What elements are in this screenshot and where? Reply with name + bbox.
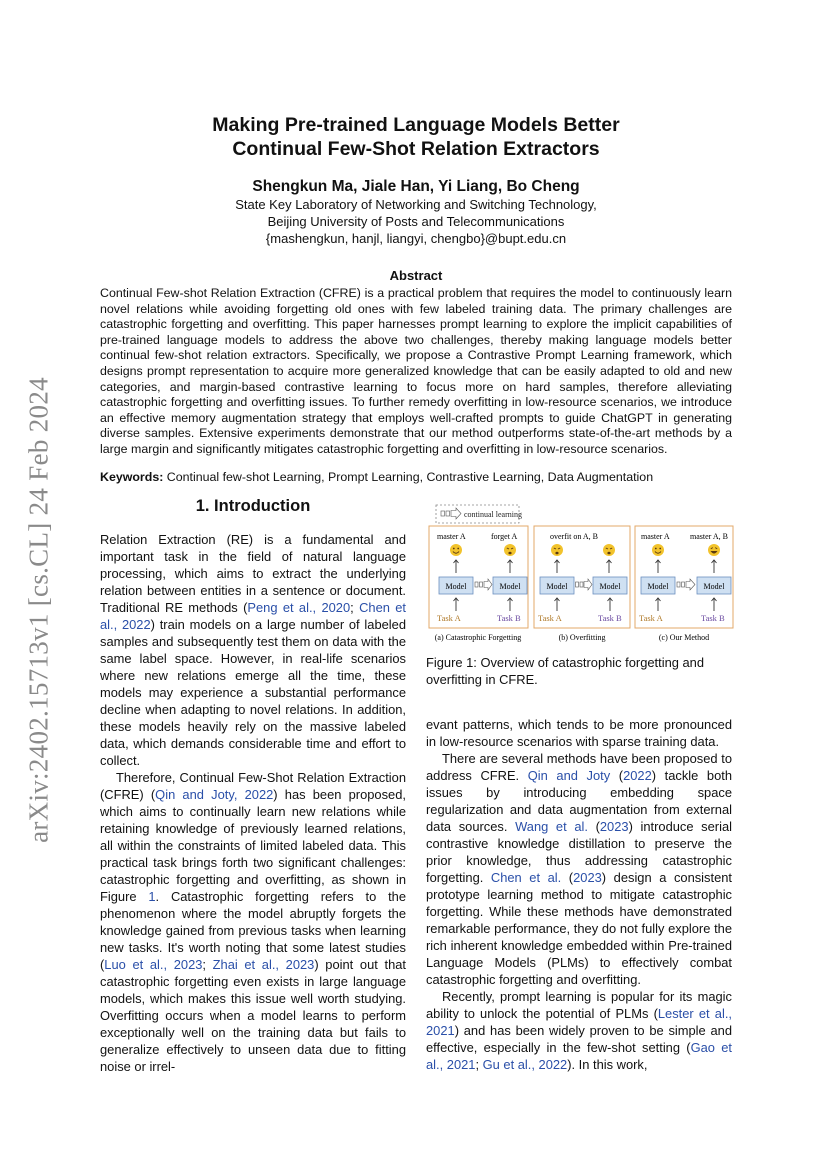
citation-link[interactable]: Qin and Joty, 2022 xyxy=(155,787,274,802)
citation-link[interactable]: 2023 xyxy=(599,819,629,834)
citation-link[interactable]: Gao et al., 2021 xyxy=(426,1040,733,1072)
citation-link[interactable]: 2022 xyxy=(623,768,652,783)
model-box-label: Model xyxy=(546,582,568,591)
title-line-2: Continual Few-Shot Relation Extractors xyxy=(232,138,600,160)
right-column xyxy=(426,716,732,1073)
citation-link[interactable]: Luo et al., 2023 xyxy=(104,957,203,972)
task-b-label: Task B xyxy=(497,613,521,623)
panel-top-label: forget A xyxy=(491,532,518,541)
model-box-label: Model xyxy=(599,582,621,591)
author-emails: {mashengkun, hanjl, liangyi, chengbo}@bupt.edu.cn xyxy=(265,231,567,246)
sub-caption: (c) Our Method xyxy=(658,633,710,642)
affiliation-line-1: State Key Laboratory of Networking and Switching Technology, xyxy=(235,197,597,212)
citation-link[interactable]: Peng et al., 2020 xyxy=(247,600,351,615)
figure-1-diagram xyxy=(426,503,736,645)
citation-link[interactable]: Wang et al. xyxy=(515,819,588,834)
citation-link[interactable]: Zhai et al., 2023 xyxy=(212,957,315,972)
sub-caption: (a) Catastrophic Forgetting xyxy=(434,633,522,642)
arxiv-identifier: arXiv:2402.15713v1 [cs.CL] 24 Feb 2024 xyxy=(23,377,54,843)
panel-catastrophic-forgetting xyxy=(429,526,528,642)
model-box-label: Model xyxy=(499,582,521,591)
happy-face-icon xyxy=(652,544,664,556)
model-box-label: Model xyxy=(703,582,725,591)
transfer-arrow-icon xyxy=(677,579,695,590)
model-box-label: Model xyxy=(647,582,669,591)
affiliation xyxy=(140,196,692,247)
keywords-label: Keywords: xyxy=(100,470,164,484)
panel-top-label: master A, B xyxy=(690,532,728,541)
keywords xyxy=(100,469,732,485)
panel-top-label: master A xyxy=(437,532,466,541)
task-a-label: Task A xyxy=(437,613,461,623)
task-a-label: Task A xyxy=(639,613,663,623)
affiliation-line-2: Beijing University of Posts and Telecommunications xyxy=(267,214,565,229)
title-line-1: Making Pre-trained Language Models Better xyxy=(212,114,620,136)
citation-link[interactable]: Qin and Joty xyxy=(527,768,611,783)
panel-top-label: master A xyxy=(641,532,670,541)
citation-link[interactable]: Lester et al., 2021 xyxy=(426,1006,732,1038)
abstract-heading: Abstract xyxy=(389,268,443,283)
panel-our-method xyxy=(635,526,733,642)
legend xyxy=(436,505,522,523)
task-a-label: Task A xyxy=(538,613,562,623)
task-b-label: Task B xyxy=(598,613,622,623)
figure-caption: Figure 1: Overview of catastrophic forgetting and overfitting in CFRE. xyxy=(426,655,705,687)
transfer-arrow-icon xyxy=(576,579,593,590)
intro-paragraph-2-continued: evant patterns, which tends to be more pronounced in low-resource scenarios with sparse training data. xyxy=(426,717,732,749)
panel-top-label: overfit on A, B xyxy=(550,532,598,541)
intro-paragraph-3: There are several methods have been proposed to address CFRE. Qin and Joty (2022) tackle both issues by introducing embedding space regularization and data augmentation from external data sources. Wang et al. (2023) introduce serial contrastive knowledge distillation to preserve the prior knowledge, thus addressing catastrophic forgetting. Chen et al. (2023) design a consistent prototype learning method to mitigate catastrophic forgetting. While these methods have demonstrated remarkable performance, they do not fully explore the rich inherent knowledge embedded within Pre-trained Language Models (PLMs) to effectively combat catastrophic forgetting and overfitting. xyxy=(426,751,733,987)
citation-link[interactable]: 2023 xyxy=(573,870,602,885)
keywords-text: Continual few-shot Learning, Prompt Learning, Contrastive Learning, Data Augmentation xyxy=(163,470,654,484)
distressed-face-icon xyxy=(603,544,615,556)
transfer-arrow-icon xyxy=(475,579,492,590)
continual-learning-arrow-icon xyxy=(441,508,461,519)
citation-link[interactable]: Chen et al. xyxy=(490,870,562,885)
figure-ref-link[interactable]: 1 xyxy=(148,889,156,904)
legend-label: continual learning xyxy=(464,510,522,519)
paper-title xyxy=(140,113,692,161)
model-box-label: Model xyxy=(445,582,467,591)
sub-caption: (b) Overfitting xyxy=(558,633,606,642)
citation-link[interactable]: Chen et al., 2022 xyxy=(100,600,407,632)
distressed-face-icon xyxy=(551,544,563,556)
intro-paragraph-4: Recently, prompt learning is popular for its magic ability to unlock the potential of PLMs (Lester et al., 2021) and has been widely proven to be simple and effective, especially in the few-shot setting (Gao et al., 2021; Gu et al., 2022). In this work, xyxy=(426,989,733,1072)
left-column xyxy=(100,531,406,1075)
intro-paragraph-1: Relation Extraction (RE) is a fundamental and important task in the field of natural language processing, which aims to extract the underlying relation between entities in a sentence or document. Traditional RE methods (Peng et al., 2020; Chen et al., 2022) train models on a large number of labeled samples and subsequently test them on data with the same label space. However, in real-life scenarios where new relations emerge all the time, these models may experience a substantial performance decline when adapting to novel relations. In addition, these models heavily rely on the massive labeled data, which demands considerable time and effort to collect. xyxy=(100,532,407,768)
section-heading: 1. Introduction xyxy=(195,497,311,515)
task-b-label: Task B xyxy=(701,613,725,623)
distressed-face-icon xyxy=(504,544,516,556)
intro-paragraph-2: Therefore, Continual Few-Shot Relation Extraction (CFRE) (Qin and Joty, 2022) has been proposed, which aims to continually learn new relations while retaining knowledge of previously learned relations, all within the constraints of limited labeled data. This practical task brings forth two significant challenges: catastrophic forgetting and overfitting, as shown in Figure 1. Catastrophic forgetting refers to the phenomenon where the model abruptly forgets the knowledge gained from previous tasks when learning new tasks. It's worth noting that some latest studies (Luo et al., 2023; Zhai et al., 2023) point out that catastrophic forgetting even exists in large language models, which makes this issue well worth studying. Overfitting occurs when a model learns to perform exceptionally well on the training data but fails to generalize effectively to unseen data due to fitting noise or irrel- xyxy=(100,770,406,1074)
panel-overfitting xyxy=(534,526,630,642)
grinning-face-icon xyxy=(708,544,720,556)
happy-face-icon xyxy=(450,544,462,556)
citation-link[interactable]: Gu et al., 2022 xyxy=(482,1057,568,1072)
authors: Shengkun Ma, Jiale Han, Yi Liang, Bo Cheng xyxy=(252,178,580,195)
abstract-body: Continual Few-shot Relation Extraction (CFRE) is a practical problem that requires the model to continuously learn novel relations while avoiding forgetting old ones with few labeled training data. The primary challenges are catastrophic forgetting and overfitting. This paper harnesses prompt learning to explore the implicit capabilities of pre-trained language models to address the above two challenges, thereby making language models better continual few-shot relation extractors. Specifically, we propose a Contrastive Prompt Learning framework, which designs prompt representation to acquire more generalized knowledge that can be easily adapted to old and new categories, and margin-based contrastive learning to focus more on hard samples, therefore alleviating catastrophic forgetting and overfitting issues. To further remedy overfitting in low-resource scenarios, we introduce an effective memory augmentation strategy that employs well-crafted prompts to guide ChatGPT in generating diverse samples. Extensive experiments demonstrate that our method outperforms state-of-the-art methods by a large margin and significantly mitigates catastrophic forgetting and overfitting in low-resource scenarios. xyxy=(100,286,732,456)
